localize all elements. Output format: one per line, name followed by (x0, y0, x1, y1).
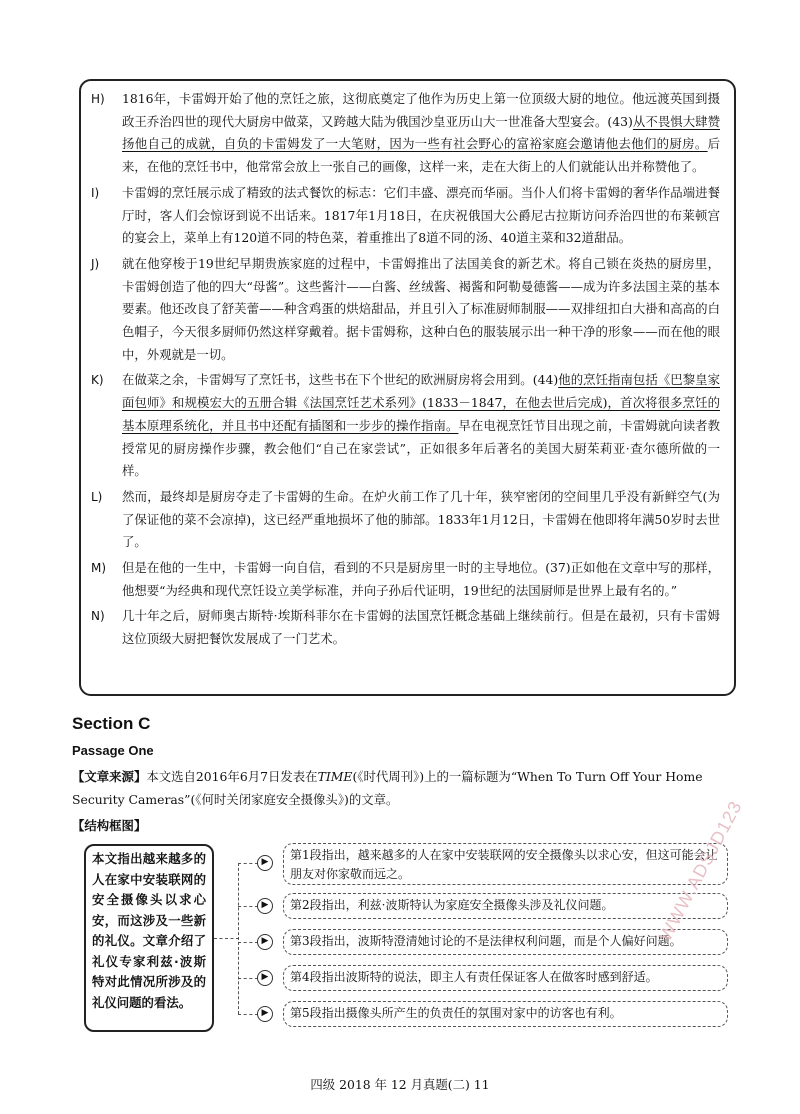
arrow-icon: ▶ (257, 934, 273, 950)
article-source: 【文章来源】本文选自2016年6月7日发表在TIME(《时代周刊》)上的一篇标题为“When To Turn Off Your Home Security Cameras”(《何时关闭家庭安全摄像头》)的文章。 (72, 769, 703, 807)
point-box: 第3段指出，波斯特澄清她讨论的不是法律权利问题，而是个人偏好问题。 (283, 929, 728, 955)
paragraph-k (91, 369, 720, 483)
paragraph-label: J) (91, 256, 100, 271)
arrow-icon: ▶ (257, 855, 273, 871)
underlined-sentence: 从不畏惧大肆赞扬他自己的成就，自负的卡雷姆发了一大笔财，因为一些有社会野心的富裕家庭会邀请他去他们的厨房。 (122, 113, 721, 152)
connector-line (238, 942, 258, 943)
connector-line (238, 1014, 258, 1015)
watermark: WWW.ADSJD123 (655, 797, 746, 945)
connector-line (214, 938, 239, 939)
structure-label: 【结构框图】 (72, 818, 147, 833)
paragraph-text: 然而，最终却是厨房夺走了卡雷姆的生命。在炉火前工作了几十年，狭窄密闭的空间里几乎没有新鲜空气(为了保证他的菜不会凉掉)，这已经严重地损坏了他的肺部。1833年1月12日，卡雷姆在他即将年满50岁时去世了。 (122, 488, 720, 550)
point-box: 第1段指出，越来越多的人在家中安装联网的安全摄像头以求心安，但这可能会让朋友对你家敬而远之。 (283, 843, 728, 885)
paragraph-text: 就在他穿梭于19世纪早期贵族家庭的过程中，卡雷姆推出了法国美食的新艺术。将自己锁在炎热的厨房里，卡雷姆创造了他的四大“母酱”。这些酱汁——白酱、丝绒酱、褐酱和阿勒曼德酱——成为许多法国主菜的基本要素。他还改良了舒芙蕾——种含鸡蛋的烘焙甜品，并且引入了标准厨师制服——双排纽扣白大褂和高高的白色帽子，今天很多厨师仍然这样穿戴着。据卡雷姆称，这种白色的服装展示出一种干净的形象——而在他的眼中，外观就是一切。 (122, 255, 720, 362)
paragraph-text: 几十年之后，厨师奥古斯特·埃斯科菲尔在卡雷姆的法国烹饪概念基础上继续前行。但是在最初，只有卡雷姆这位顶级大厨把餐饮发展成了一门艺术。 (122, 608, 720, 647)
paragraph-text: 但是在他的一生中，卡雷姆一向自信，看到的不只是厨房里一时的主导地位。(37)正如他在文章中写的那样，他想要“为经典和现代烹饪设立美学标准，并向子孙后代证明，19世纪的法国厨师是世界上最有名的。” (122, 560, 720, 598)
paragraph-h (91, 88, 720, 179)
underlined-sentence: 他的烹饪指南包括《巴黎皇家面包师》和规模宏大的五册合辑《法国烹饪艺术系列》(1833－1847，在他去世后完成)，首次将很多烹饪的基本原理系统化，并且书中还配有插图和一步步的操作指南。 (122, 372, 720, 433)
source-label: 【文章来源】 (72, 769, 147, 784)
point-box: 第5段指出摄像头所产生的负责任的氛围对家中的访客也有利。 (283, 1001, 728, 1027)
paragraph-label: N) (91, 609, 105, 624)
arrow-icon: ▶ (257, 898, 273, 914)
page-footer: 四级 2018 年 12 月真题(二) 11 (310, 1077, 490, 1092)
paragraph-label: I) (91, 185, 100, 200)
paragraph-text: 1816年，卡雷姆开始了他的烹饪之旅，这彻底奠定了他作为历史上第一位顶级大厨的地位。他远渡英国到摄政王乔治四世的现代大厨房中做菜，又跨越大陆为俄国沙皇亚历山大一世准备大型宴会。(43)从不畏惧大肆赞扬他自己的成就，自负的卡雷姆发了一大笔财，因为一些有社会野心的富裕家庭会邀请他去他们的厨房。后来，在他的烹饪书中，他常常会放上一张自己的画像，这样一来，走在大街上的人们就能认出并称赞他了。 (122, 91, 721, 175)
connector-line (238, 906, 258, 907)
paragraph-l (91, 486, 720, 554)
paragraph-label: H) (91, 92, 105, 106)
connector-line (238, 863, 258, 864)
paragraph-text: 卡雷姆的烹饪展示成了精致的法式餐饮的标志：它们丰盛、漂亮而华丽。当仆人们将卡雷姆的奢华作品端进餐厅时，客人们会惊讶到说不出话来。1817年1月18日，在庆祝俄国大公爵尼古拉斯访问乔治四世的布莱顿宫的宴会上，菜单上有120道不同的特色菜，着重推出了8道不同的汤、40道主菜和32道甜品。 (122, 184, 720, 246)
connector-line (238, 863, 239, 1014)
summary-box: 本文指出越来越多的人在家中安装联网的安全摄像头以求心安，而这涉及一些新的礼仪。文章介绍了礼仪专家利兹·波斯特对此情况所涉及的礼仪问题的看法。 (84, 844, 214, 1032)
paragraph-j (91, 253, 720, 367)
paragraph-label: K) (91, 373, 104, 388)
paragraph-text: 在做菜之余，卡雷姆写了烹饪书，这些书在下个世纪的欧洲厨房将会用到。(44)他的烹饪指南包括《巴黎皇家面包师》和规模宏大的五册合辑《法国烹饪艺术系列》(1833－1847，在他去世后完成)，首次将很多烹饪的基本原理系统化，并且书中还配有插图和一步步的操作指南。早在电视烹饪节目出现之前，卡雷姆就向读者教授常见的厨房操作步骤，教会他们“自己在家尝试”，正如很多年后著名的美国大厨茱莉亚·查尔德所做的一样。 (122, 372, 721, 479)
connector-line (238, 978, 258, 979)
paragraph-label: L) (91, 489, 103, 504)
paragraph-n (91, 605, 720, 650)
paragraph-label: M) (91, 561, 107, 576)
translation-panel (79, 79, 736, 696)
paragraph-i (91, 182, 720, 250)
arrow-icon: ▶ (257, 1006, 273, 1022)
magazine-name: TIME (317, 769, 353, 784)
point-box: 第4段指出波斯特的说法，即主人有责任保证客人在做客时感到舒适。 (283, 965, 728, 991)
passage-title: Passage One (72, 743, 154, 758)
point-box: 第2段指出，利兹·波斯特认为家庭安全摄像头涉及礼仪问题。 (283, 893, 728, 919)
paragraph-m (91, 557, 720, 602)
arrow-icon: ▶ (257, 970, 273, 986)
section-title: Section C (72, 714, 151, 733)
